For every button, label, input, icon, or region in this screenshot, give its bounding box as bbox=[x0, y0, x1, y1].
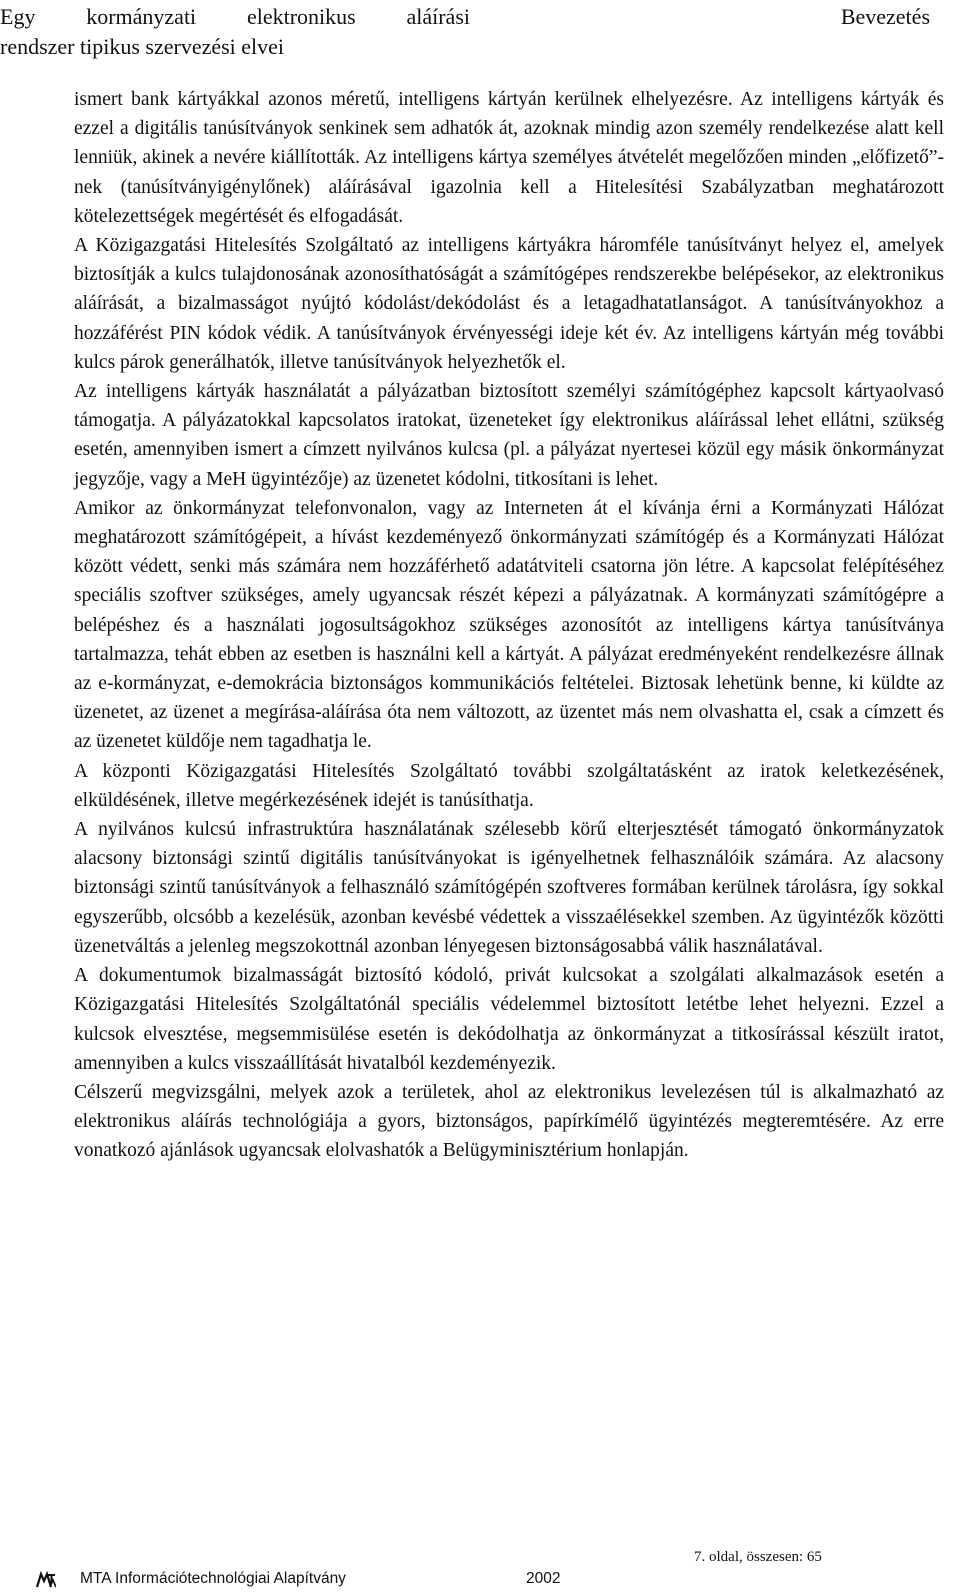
paragraph: A Közigazgatási Hitelesítés Szolgáltató az intelligens kártyákra háromféle tanúsítványt helyez el, amelyek biztosítják a kulcs tulajdonosának azonosíthatóságát a számítógépes rendszerekbe belépésekor, az elektronikus aláírását, a bizalmasságot nyújtó kódolást/dekódolást és a letagadhatatlanságot. A tanúsítványokhoz a hozzáférést PIN kódok védik. A tanúsítványok érvényességi ideje két év. Az intelligens kártyán még további kulcs párok generálhatók, illetve tanúsítványok helyezhetők el. bbox=[74, 235, 944, 373]
paragraph: Célszerű megvizsgálni, melyek azok a területek, ahol az elektronikus levelezésen túl is alkalmazható az elektronikus aláírás technológiája a gyors, biztonságos, papírkímélő ügyintézés megteremtésére. Az erre vonatkozó ajánlások ugyancsak elolvashatók a Belügyminisztérium honlapján. bbox=[74, 1081, 944, 1162]
page-number: 7. oldal, összesen: 65 bbox=[694, 1549, 822, 1565]
paragraph: Az intelligens kártyák használatát a pályázatban biztosított személyi számítógéphez kapcsolt kártyaolvasó támogatja. A pályázatokkal kapcsolatos iratokat, üzeneteket így elektronikus aláírással lehet ellátni, szükség esetén, amennyiben ismert a címzett nyilvános kulcsa (pl. a pályázat nyertesei közül egy másik önkormányzat jegyzője, vagy a MeH ügyintézője) az üzenetet kódolni, titkosítani is lehet. bbox=[74, 381, 944, 490]
header-title-line2: rendszer tipikus szervezési elvei bbox=[0, 34, 285, 59]
paragraph: A dokumentumok bizalmasságát biztosító kódoló, privát kulcsokat a szolgálati alkalmazások esetén a Közigazgatási Hitelesítés Szolgáltatónál speciális védelemmel biztosított letétbe lehet helyezni. Ezzel a kulcsok elvesztése, megsemmisülése esetén is dekódolhatja az önkormányzat a titkosírással készült iratot, amennyiben a kulcs visszaállítását hivatalból kezdeményezik. bbox=[74, 965, 944, 1074]
paragraph: A nyilvános kulcsú infrastruktúra használatának szélesebb körű elterjesztését támogató önkormányzatok alacsony biztonsági szintű digitális tanúsítványokat is igényelhetnek felhasználóik számára. Az alacsony biztonsági szintű tanúsítványok a felhasználó számítógépén szoftveres formában kerülnek tárolásra, így sokkal egyszerűbb, olcsóbb a kezelésük, azonban kevésbé védettek a visszaélésekkel szemben. Az ügyintézők közötti üzenetváltás a jelenleg megszokottnál azonban lényegesen biztonságosabbá válik használatával. bbox=[74, 819, 944, 957]
running-header-title bbox=[0, 2, 470, 62]
paragraph: Amikor az önkormányzat telefonvonalon, vagy az Interneten át el kívánja érni a Kormányzati Hálózat meghatározott számítógépeit, a hívást kezdeményező önkormányzati számítógép és a Kormányzati Hálózat között védett, senki más számára nem hozzáférhető adatátviteli csatorna jön létre. A kapcsolat felépítéséhez speciális szoftver szükséges, amely ugyancsak részét képezi a pályázatnak. A kormányzati számítógépre a belépéshez és a használati jogosultságokhoz szükséges azonosítót az intelligens kártya tanúsítványa tartalmazza, tehát ebben az esetben is használni kell a kártyát. A pályázat eredményeként rendelkezésre állnak az e-kormányzat, e-demokrácia biztonságos kommunikációs feltételei. Biztosak lehetünk benne, ki küldte az üzenetet, az üzenet a megírása-aláírása óta nem változott, az üzentet más nem olvashatta el, csak a címzett és az üzenetet küldője nem tagadhatja le. bbox=[74, 497, 944, 753]
paragraph: A központi Közigazgatási Hitelesítés Szolgáltató további szolgáltatásként az iratok keletkezésének, elküldésének, illetve megérkezésének idejét is tanúsíthatja. bbox=[74, 760, 944, 811]
paragraph: ismert bank kártyákkal azonos méretű, intelligens kártyán kerülnek elhelyezésre. Az intelligens kártyák és ezzel a digitális tanúsítványok senkinek sem adhatók át, azoknak mindig azon személy rendelkezése alatt kell lenniük, akinek a nevére kiállították. Az intelligens kártya személyes átvételét megelőzően minden „előfizető”-nek (tanúsítványigénylőnek) aláírásával igazolnia kell a Hitelesítési Szabályzatban meghatározott kötelezettségek megértését és elfogadását. bbox=[74, 89, 944, 227]
header-title-line1: Egy kormányzati elektronikus aláírási bbox=[0, 4, 470, 29]
mta-logo-icon bbox=[36, 1571, 56, 1589]
running-header-section: Bevezetés bbox=[840, 4, 930, 29]
footer-organization: MTA Információtechnológiai Alapítvány bbox=[80, 1570, 346, 1587]
footer-year: 2002 bbox=[526, 1570, 561, 1587]
document-body bbox=[74, 85, 944, 1166]
page-footer bbox=[36, 1568, 936, 1592]
